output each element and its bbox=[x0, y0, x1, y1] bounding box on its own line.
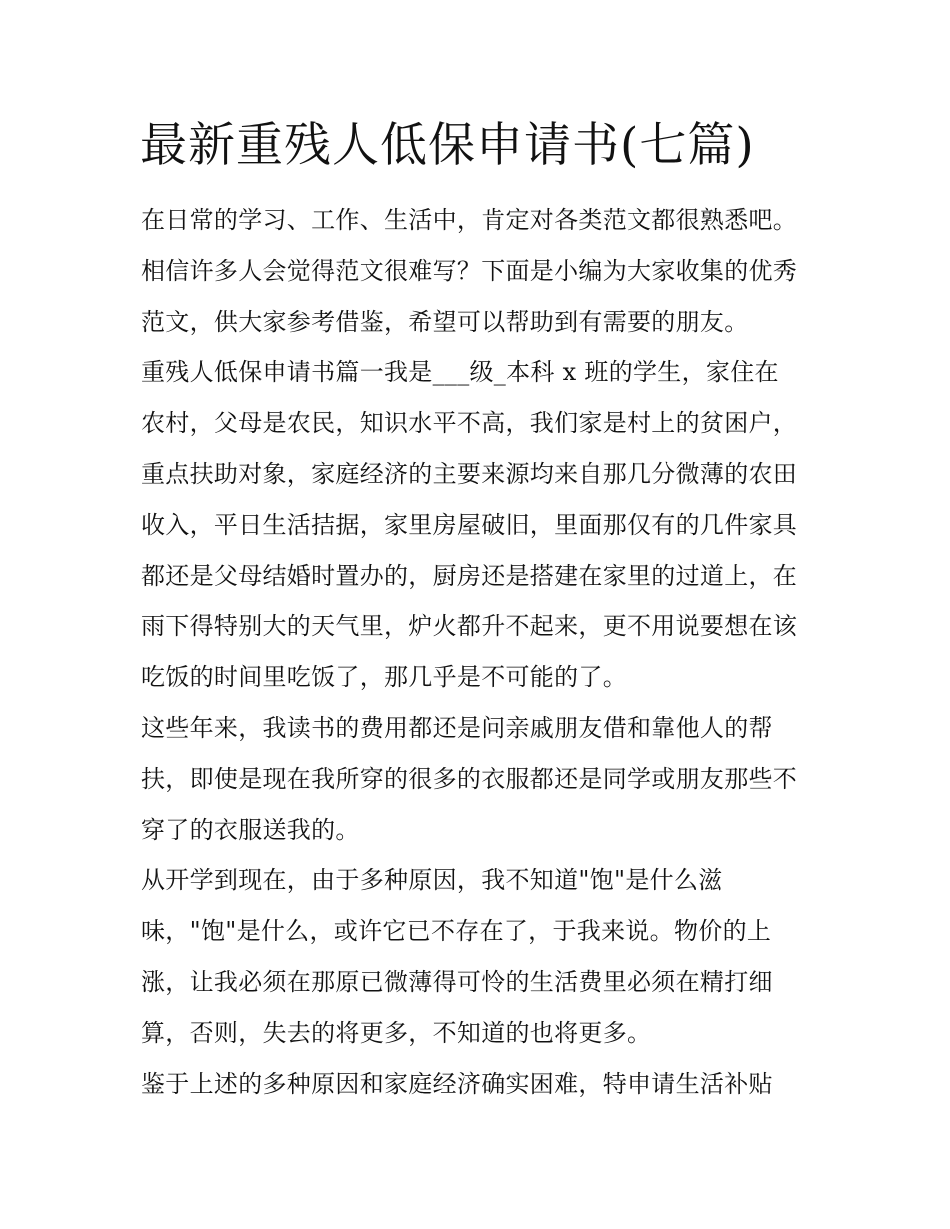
text-line: 穿了的衣服送我的。 bbox=[141, 815, 360, 844]
document-title: 最新重残人低保申请书(七篇) bbox=[140, 118, 755, 173]
text-line: 涨，让我必须在那原已微薄得可怜的生活费里必须在精打细 bbox=[141, 967, 773, 996]
text-line: 收入，平日生活拮据，家里房屋破旧，里面那仅有的几件家具 bbox=[141, 510, 798, 539]
paragraph bbox=[141, 706, 821, 858]
text-line: 吃饭的时间里吃饭了，那几乎是不可能的了。 bbox=[141, 663, 627, 692]
text-line: 重残人低保申请书篇一我是___级_本科 x 班的学生，家住在 bbox=[141, 358, 779, 387]
paragraph bbox=[141, 198, 821, 350]
paragraph bbox=[141, 858, 821, 1061]
text-line: 味，"饱"是什么，或许它已不存在了，于我来说。物价的上 bbox=[141, 917, 772, 946]
text-line: 都还是父母结婚时置办的，厨房还是搭建在家里的过道上，在 bbox=[141, 561, 798, 590]
text-line: 鉴于上述的多种原因和家庭经济确实困难，特申请生活补贴 bbox=[141, 1069, 773, 1098]
text-line: 从开学到现在，由于多种原因，我不知道"饱"是什么滋 bbox=[141, 866, 723, 895]
text-line: 算，否则，失去的将更多，不知道的也将更多。 bbox=[141, 1018, 652, 1047]
paragraph bbox=[141, 1062, 821, 1113]
text-line: 相信许多人会觉得范文很难写？下面是小编为大家收集的优秀 bbox=[141, 256, 798, 285]
text-line: 范文，供大家参考借鉴，希望可以帮助到有需要的朋友。 bbox=[141, 307, 749, 336]
text-line: 扶，即使是现在我所穿的很多的衣服都还是同学或朋友那些不 bbox=[141, 764, 798, 793]
document-body bbox=[141, 198, 821, 1112]
text-line: 这些年来，我读书的费用都还是问亲戚朋友借和靠他人的帮 bbox=[141, 713, 773, 742]
text-line: 雨下得特别大的天气里，炉火都升不起来，更不用说要想在该 bbox=[141, 612, 798, 641]
text-line: 重点扶助对象，家庭经济的主要来源均来自那几分微薄的农田 bbox=[141, 459, 798, 488]
paragraph bbox=[141, 350, 821, 706]
text-line: 农村，父母是农民，知识水平不高，我们家是村上的贫困户， bbox=[141, 409, 798, 438]
text-line: 在日常的学习、工作、生活中，肯定对各类范文都很熟悉吧。 bbox=[141, 206, 798, 234]
